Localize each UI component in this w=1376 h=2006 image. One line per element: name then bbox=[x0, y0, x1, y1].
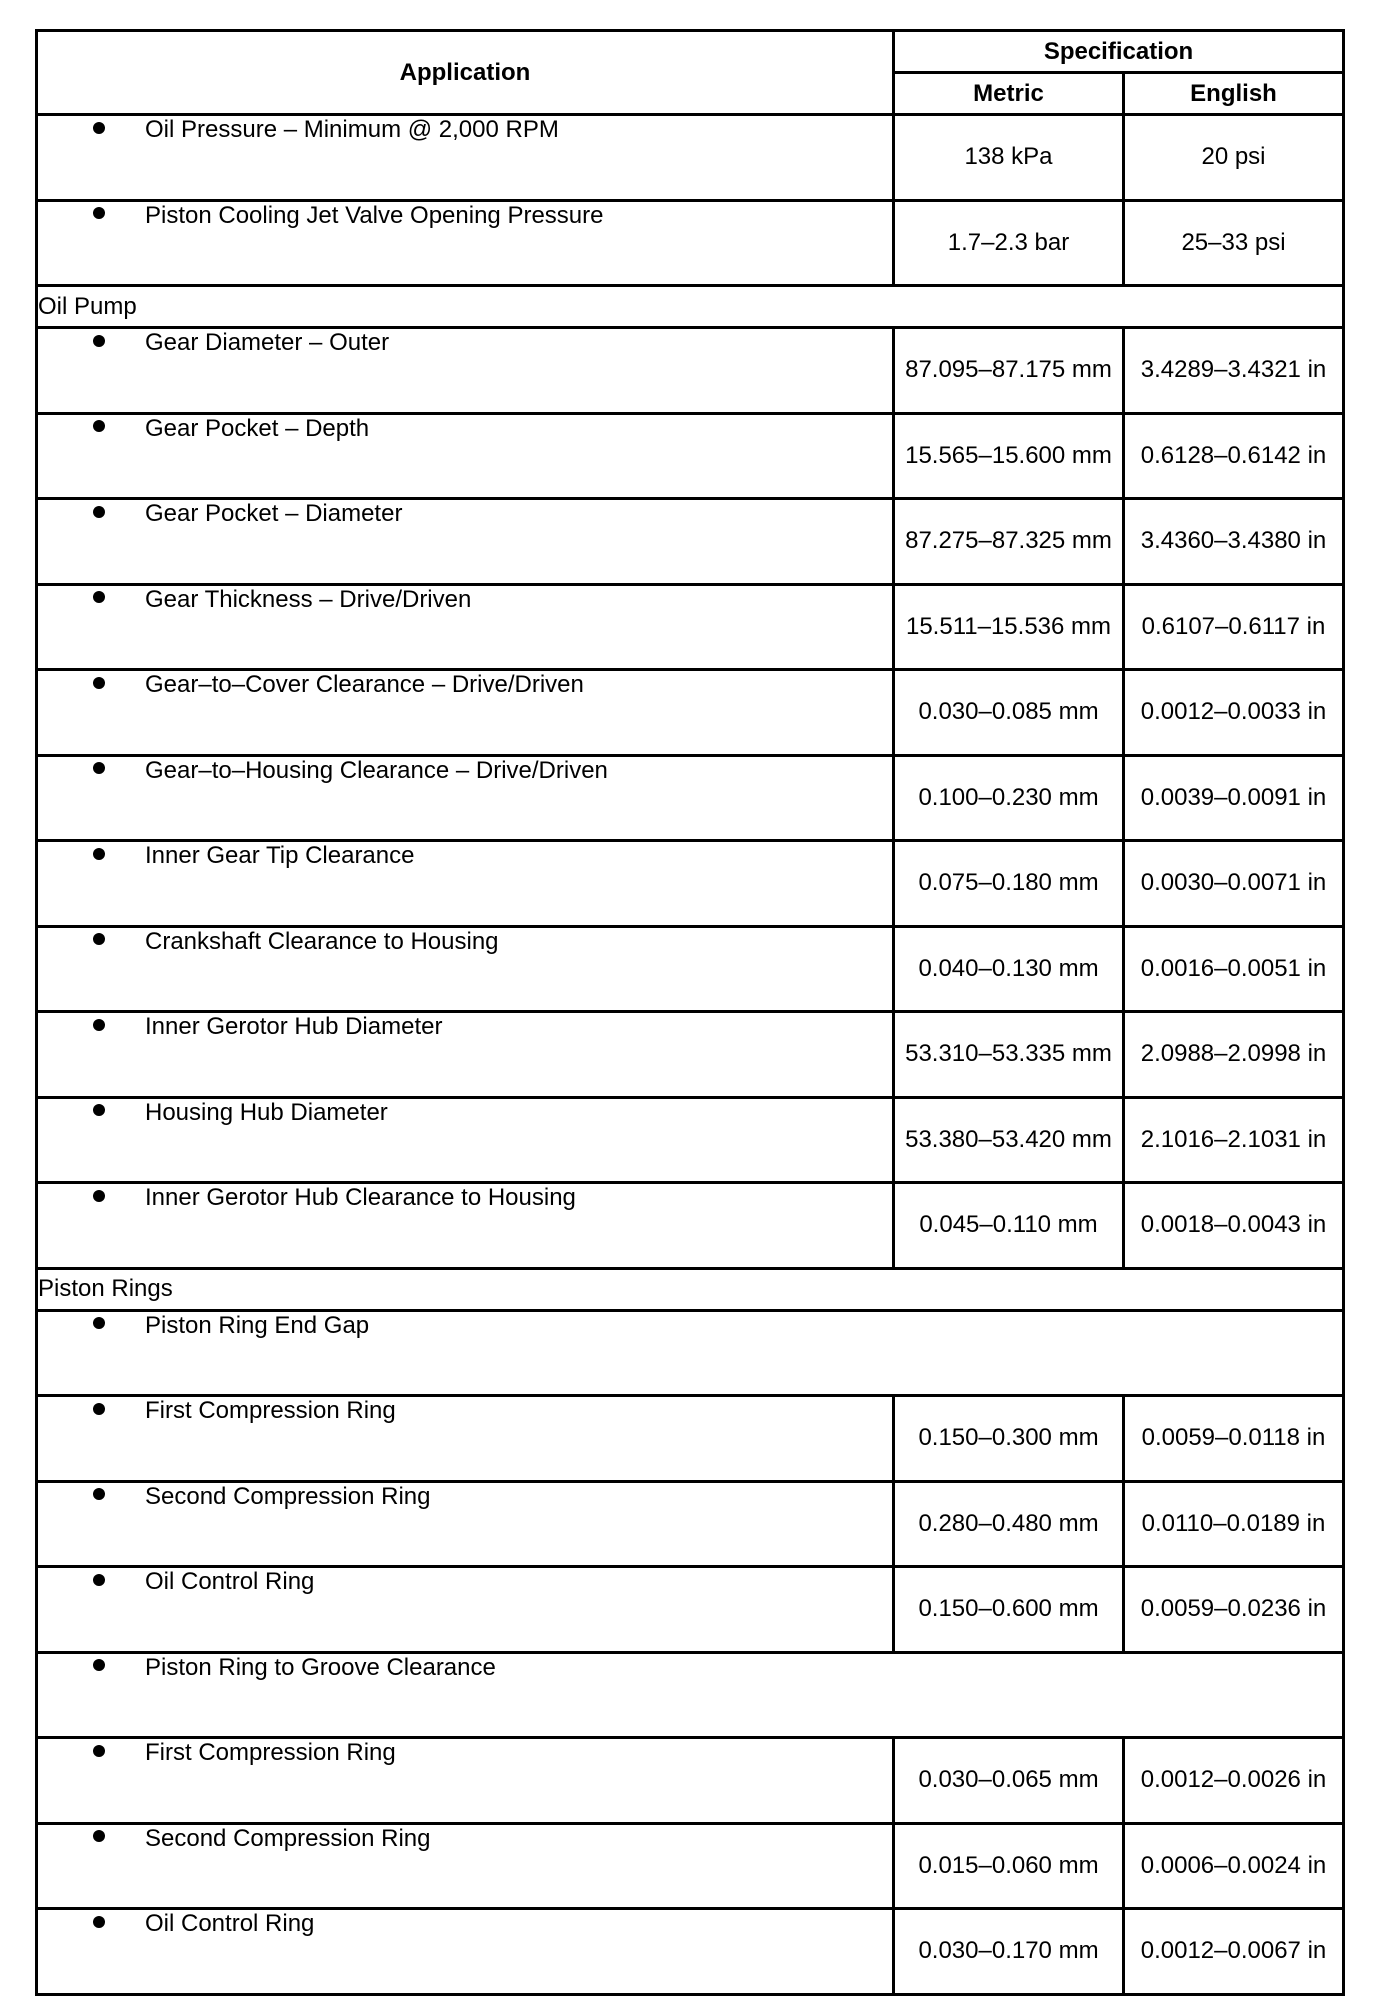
metric-value: 1.7–2.3 bar bbox=[894, 200, 1124, 286]
table-row bbox=[37, 1823, 1344, 1909]
english-value: 0.0012–0.0026 in bbox=[1124, 1738, 1344, 1824]
table-row bbox=[37, 328, 1344, 414]
metric-value: 138 kPa bbox=[894, 115, 1124, 201]
header-specification: Specification bbox=[894, 31, 1344, 73]
application-cell bbox=[37, 1481, 894, 1567]
application-cell bbox=[37, 1396, 894, 1482]
english-value: 0.6107–0.6117 in bbox=[1124, 584, 1344, 670]
english-value: 0.0039–0.0091 in bbox=[1124, 755, 1344, 841]
table-row bbox=[37, 413, 1344, 499]
metric-value: 0.030–0.085 mm bbox=[894, 670, 1124, 756]
bullet-icon bbox=[93, 1574, 105, 1586]
application-cell bbox=[37, 841, 894, 927]
bullet-icon bbox=[93, 506, 105, 518]
application-label: Gear Pocket – Diameter bbox=[145, 500, 403, 527]
table-row bbox=[37, 926, 1344, 1012]
application-label: Gear–to–Housing Clearance – Drive/Driven bbox=[145, 756, 608, 784]
english-value: 0.0018–0.0043 in bbox=[1124, 1183, 1344, 1269]
application-cell bbox=[37, 1567, 894, 1653]
metric-value: 0.045–0.110 mm bbox=[894, 1183, 1124, 1269]
bullet-icon bbox=[93, 420, 105, 432]
bullet-icon bbox=[93, 933, 105, 945]
english-value: 0.0059–0.0236 in bbox=[1124, 1567, 1344, 1653]
english-value: 20 psi bbox=[1124, 115, 1344, 201]
application-cell bbox=[37, 499, 894, 585]
metric-value: 0.075–0.180 mm bbox=[894, 841, 1124, 927]
application-label: Second Compression Ring bbox=[145, 1824, 431, 1852]
table-row bbox=[37, 1909, 1344, 1995]
application-cell bbox=[37, 115, 894, 201]
english-value: 0.0012–0.0033 in bbox=[1124, 670, 1344, 756]
bullet-icon bbox=[93, 1019, 105, 1031]
metric-value: 87.275–87.325 mm bbox=[894, 499, 1124, 585]
application-label: Oil Control Ring bbox=[145, 1568, 315, 1595]
application-cell bbox=[37, 1652, 1344, 1738]
metric-value: 53.380–53.420 mm bbox=[894, 1097, 1124, 1183]
application-cell bbox=[37, 1097, 894, 1183]
table-row bbox=[37, 670, 1344, 756]
application-label: Gear Thickness – Drive/Driven bbox=[145, 585, 472, 613]
bullet-icon bbox=[93, 207, 105, 219]
table-row bbox=[37, 1097, 1344, 1183]
metric-value: 0.150–0.600 mm bbox=[894, 1567, 1124, 1653]
bullet-icon bbox=[93, 335, 105, 347]
table-row bbox=[37, 1567, 1344, 1653]
application-label: Piston Cooling Jet Valve Opening Pressure bbox=[145, 201, 604, 229]
table-row bbox=[37, 499, 1344, 585]
metric-value: 0.280–0.480 mm bbox=[894, 1481, 1124, 1567]
table-row bbox=[37, 1738, 1344, 1824]
metric-value: 0.015–0.060 mm bbox=[894, 1823, 1124, 1909]
bullet-icon bbox=[93, 1104, 105, 1116]
table-row bbox=[37, 1012, 1344, 1098]
application-label: Housing Hub Diameter bbox=[145, 1098, 388, 1126]
metric-value: 0.040–0.130 mm bbox=[894, 926, 1124, 1012]
bullet-icon bbox=[93, 591, 105, 603]
subheading-row bbox=[37, 1310, 1344, 1396]
section-row bbox=[37, 286, 1344, 328]
bullet-icon bbox=[93, 1403, 105, 1415]
english-value: 3.4289–3.4321 in bbox=[1124, 328, 1344, 414]
application-label: First Compression Ring bbox=[145, 1739, 396, 1766]
application-label: Inner Gerotor Hub Diameter bbox=[145, 1013, 443, 1040]
application-label: First Compression Ring bbox=[145, 1397, 396, 1424]
bullet-icon bbox=[93, 1488, 105, 1500]
metric-value: 15.511–15.536 mm bbox=[894, 584, 1124, 670]
table-row bbox=[37, 200, 1344, 286]
table-row bbox=[37, 1183, 1344, 1269]
bullet-icon bbox=[93, 1659, 105, 1671]
application-label: Inner Gerotor Hub Clearance to Housing bbox=[145, 1184, 576, 1211]
english-value: 0.0110–0.0189 in bbox=[1124, 1481, 1344, 1567]
application-label: Inner Gear Tip Clearance bbox=[145, 842, 415, 869]
bullet-icon bbox=[93, 1317, 105, 1329]
spec-table bbox=[35, 29, 1345, 1996]
table-row bbox=[37, 115, 1344, 201]
application-label: Oil Control Ring bbox=[145, 1910, 315, 1937]
application-cell bbox=[37, 584, 894, 670]
section-title: Piston Rings bbox=[37, 1268, 1344, 1310]
table-row bbox=[37, 841, 1344, 927]
application-cell bbox=[37, 200, 894, 286]
english-value: 3.4360–3.4380 in bbox=[1124, 499, 1344, 585]
bullet-icon bbox=[93, 1745, 105, 1757]
application-cell bbox=[37, 755, 894, 841]
application-label: Gear Pocket – Depth bbox=[145, 414, 370, 442]
application-cell bbox=[37, 413, 894, 499]
section-row bbox=[37, 1268, 1344, 1310]
metric-value: 53.310–53.335 mm bbox=[894, 1012, 1124, 1098]
application-cell bbox=[37, 926, 894, 1012]
application-label: Gear–to–Cover Clearance – Drive/Driven bbox=[145, 671, 584, 698]
english-value: 0.6128–0.6142 in bbox=[1124, 413, 1344, 499]
table-row bbox=[37, 1396, 1344, 1482]
metric-value: 0.100–0.230 mm bbox=[894, 755, 1124, 841]
metric-value: 87.095–87.175 mm bbox=[894, 328, 1124, 414]
english-value: 2.1016–2.1031 in bbox=[1124, 1097, 1344, 1183]
table-row bbox=[37, 1481, 1344, 1567]
application-label: Piston Ring to Groove Clearance bbox=[145, 1653, 496, 1681]
application-cell bbox=[37, 1310, 1344, 1396]
application-cell bbox=[37, 1183, 894, 1269]
bullet-icon bbox=[93, 122, 105, 134]
application-cell bbox=[37, 328, 894, 414]
application-cell bbox=[37, 1823, 894, 1909]
english-value: 0.0059–0.0118 in bbox=[1124, 1396, 1344, 1482]
english-value: 0.0016–0.0051 in bbox=[1124, 926, 1344, 1012]
application-cell bbox=[37, 1012, 894, 1098]
header-english: English bbox=[1124, 73, 1344, 115]
application-label: Second Compression Ring bbox=[145, 1482, 431, 1510]
bullet-icon bbox=[93, 1916, 105, 1928]
application-label: Piston Ring End Gap bbox=[145, 1311, 370, 1339]
application-label: Crankshaft Clearance to Housing bbox=[145, 927, 499, 955]
section-title: Oil Pump bbox=[37, 286, 1344, 328]
english-value: 0.0030–0.0071 in bbox=[1124, 841, 1344, 927]
bullet-icon bbox=[93, 1190, 105, 1202]
application-label: Oil Pressure – Minimum @ 2,000 RPM bbox=[145, 116, 559, 143]
bullet-icon bbox=[93, 762, 105, 774]
english-value: 0.0012–0.0067 in bbox=[1124, 1909, 1344, 1995]
bullet-icon bbox=[93, 677, 105, 689]
metric-value: 0.030–0.065 mm bbox=[894, 1738, 1124, 1824]
table-body bbox=[37, 115, 1344, 1995]
table-row bbox=[37, 755, 1344, 841]
bullet-icon bbox=[93, 848, 105, 860]
english-value: 25–33 psi bbox=[1124, 200, 1344, 286]
metric-value: 15.565–15.600 mm bbox=[894, 413, 1124, 499]
metric-value: 0.030–0.170 mm bbox=[894, 1909, 1124, 1995]
application-label: Gear Diameter – Outer bbox=[145, 329, 390, 356]
bullet-icon bbox=[93, 1830, 105, 1842]
english-value: 0.0006–0.0024 in bbox=[1124, 1823, 1344, 1909]
english-value: 2.0988–2.0998 in bbox=[1124, 1012, 1344, 1098]
metric-value: 0.150–0.300 mm bbox=[894, 1396, 1124, 1482]
header-application: Application bbox=[37, 31, 894, 115]
application-cell bbox=[37, 1738, 894, 1824]
application-cell bbox=[37, 670, 894, 756]
table-row bbox=[37, 584, 1344, 670]
header-metric: Metric bbox=[894, 73, 1124, 115]
table-header bbox=[37, 31, 1344, 115]
application-cell bbox=[37, 1909, 894, 1995]
subheading-row bbox=[37, 1652, 1344, 1738]
